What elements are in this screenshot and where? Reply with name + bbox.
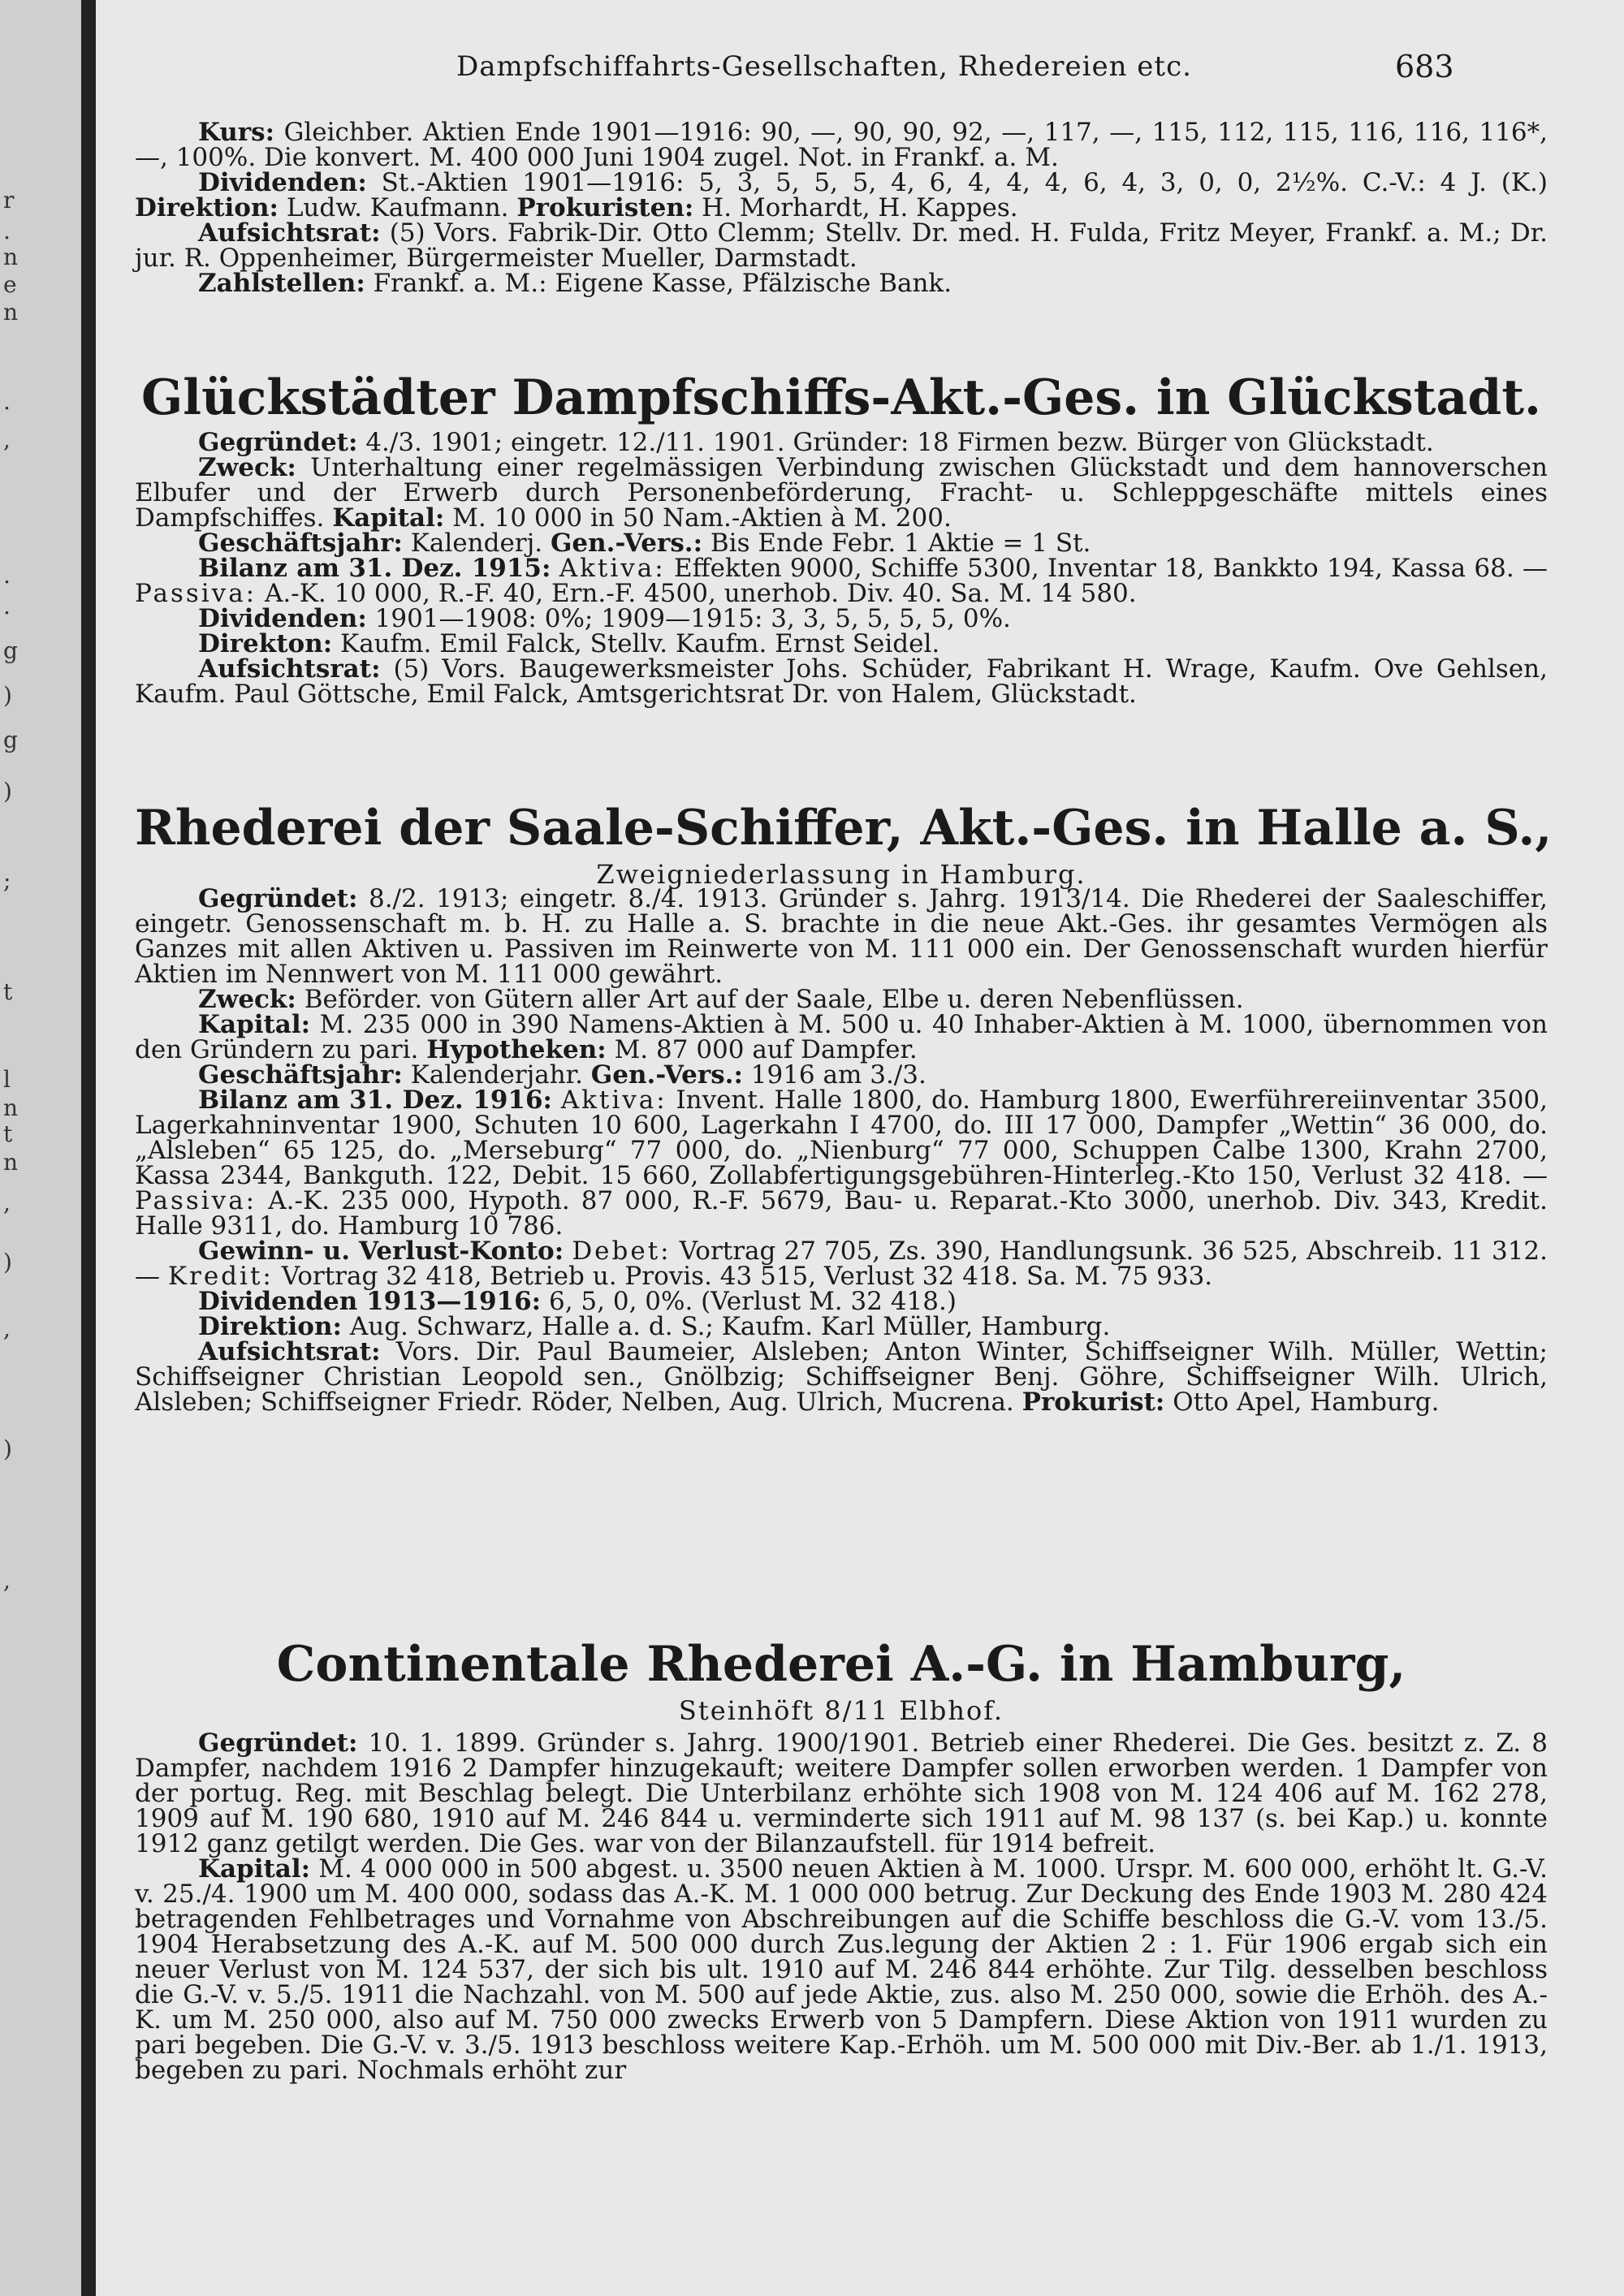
margin-mark: l [3,1066,11,1093]
page-number: 683 [1395,49,1454,84]
section-continentale [135,1728,1548,2085]
balance-paragraph: Bilanz am 31. Dez. 1916: Aktiva: Invent. Halle 1800, do. Hamburg 1800, Ewerführereiinventar 3500, Lagerkahninventar 1900, Schuten 10 600, Lagerkahn I 4700, do. III 17 000, Dampfer „Wettin“ 36 000, do. „Alsleben“ 65 125, do. „Merseburg“ 77 000, do. „Nienburg“ 77 000, Schuppen Calbe 1300, Krahn 2700, Kassa 2344, Bankguth. 122, Debit. 15 660, Zollabfertigungsgebühren-Hinterleg.-Kto 150, Verlust 32 418. — Passiva: A.-K. 235 000, Hypoth. 87 000, R.-F. 5679, Bau- u. Reparat.-Kto 3000, unerhob. Div. 343, Kredit. Halle 9311, do. Hamburg 10 786. [135,1085,1548,1241]
paying-agents-paragraph: Zahlstellen: Frankf. a. M.: Eigene Kasse, Pfälzische Bank. [198,269,952,298]
margin-mark: ; [3,867,11,894]
margin-mark: . [3,388,11,415]
founded-paragraph: Gegründet: 10. 1. 1899. Gründer s. Jahrg. 1900/1901. Betrieb einer Rhederei. Die Ges. besitzt z. Z. 8 Dampfer, nachdem 1916 2 Dampfer hinzugekauft; weitere Dampfer sollen erworben werden. 1 Dampfer von der portug. Reg. mit Beschlag belegt. Die Unterbilanz erhöhte sich 1908 von M. 124 406 auf M. 162 278, 1909 auf M. 190 680, 1910 auf M. 246 844 u. verminderte sich 1911 auf M. 98 137 (s. bei Kap.) u. konnte 1912 ganz getilgt werden. Die Ges. war von der Bilanzaufstell. für 1914 befreit. [135,1728,1548,1858]
margin-mark: , [3,426,11,453]
margin-mark: , [3,1315,11,1342]
margin-mark: t [3,1120,13,1147]
previous-page-edge [0,0,81,2296]
section-glueckstadt [135,430,1548,707]
fiscal-year-paragraph: Geschäftsjahr: Kalenderjahr. Gen.-Vers.: 1916 am 3./3. [198,1060,926,1090]
section-title: Rhederei der Saale-Schiffer, Akt.-Ges. in Halle a. S., [135,800,1553,857]
kurs-paragraph: Kurs: Gleichber. Aktien Ende 1901—1916: 90, —, 90, 90, 92, —, 117, —, 115, 112, 115, 116, 116, 116*, —, 100%. Die konvert. M. 400 000 Juni 1904 zugel. Not. in Frankf. a. M. [135,118,1548,172]
margin-mark: n [3,244,19,270]
section-saale-schiffer [135,884,1548,1417]
board-paragraph: Direktion: Aug. Schwarz, Halle a. d. S.; Kaufm. Karl Müller, Hamburg. [198,1312,1111,1341]
founded-paragraph: Gegründet: 4./3. 1901; eingetr. 12./11. 1901. Gründer: 18 Firmen bezw. Bürger von Glückstadt. [198,428,1434,457]
fiscal-year-paragraph: Geschäftsjahr: Kalenderj. Gen.-Vers.: Bis Ende Febr. 1 Aktie = 1 St. [198,529,1091,558]
margin-mark: . [3,562,11,589]
balance-paragraph: Bilanz am 31. Dez. 1915: Aktiva: Effekten 9000, Schiffe 5300, Inventar 18, Bankkto 194, Kassa 68. — Passiva: A.-K. 10 000, R.-F. 40, Ern.-F. 4500, unerhob. Div. 40. Sa. M. 14 580. [135,554,1548,608]
book-gutter [81,0,96,2296]
dividends-paragraph: Dividenden: 1901—1908: 0%; 1909—1915: 3, 3, 5, 5, 5, 5, 0%. [198,604,1011,633]
margin-mark: r [3,187,15,214]
capital-paragraph: Kapital: M. 235 000 in 390 Namens-Aktien à M. 500 u. 40 Inhaber-Aktien à M. 1000, übernommen von den Gründern zu pari. Hypotheken: M. 87 000 auf Dampfer. [135,1010,1548,1064]
margin-mark: ) [3,682,12,709]
board-paragraph: Direkton: Kaufm. Emil Falck, Stellv. Kaufm. Ernst Seidel. [198,629,940,658]
previous-entry-continuation [135,120,1548,296]
dividends-paragraph: Dividenden 1913—1916: 6, 5, 0, 0%. (Verlust M. 32 418.) [198,1287,957,1316]
margin-mark: t [3,978,13,1005]
margin-mark: . [3,593,11,619]
purpose-paragraph: Zweck: Beförder. von Gütern aller Art auf der Saale, Elbe u. deren Nebenflüssen. [198,985,1244,1014]
margin-mark: n [3,1149,19,1176]
profit-loss-paragraph: Gewinn- u. Verlust-Konto: Debet: Vortrag 27 705, Zs. 390, Handlungsunk. 36 525, Abschreib. 11 312. — Kredit: Vortrag 32 418, Betrieb u. Provis. 43 515, Verlust 32 418. Sa. M. 75 933. [135,1236,1548,1291]
section-subtitle: Steinhöft 8/11 Elbhof. [678,1695,1004,1726]
margin-mark: g [3,727,18,753]
supervisory-board-paragraph: Aufsichtsrat: Vors. Dir. Paul Baumeier, Alsleben; Anton Winter, Schiffseigner Wilh. Müller, Wettin; Schiffseigner Christian Leopold sen., Gnölbzig; Schiffseigner Benj. Göhre, Schiffseigner Wilh. Ulrich, Alsleben; Schiffseigner Friedr. Röder, Nelben, Aug. Ulrich, Mucrena. Prokurist: Otto Apel, Hamburg. [135,1337,1548,1417]
capital-paragraph: Kapital: M. 4 000 000 in 500 abgest. u. 3500 neuen Aktien à M. 1000. Urspr. M. 600 000, erhöht lt. G.-V. v. 25./4. 1900 um M. 400 000, sodass das A.-K. M. 1 000 000 betrug. Zur Deckung des Ende 1903 M. 280 424 betragenden Fehlbetrages und Vornahme von Abschreibungen auf die Schiffe beschloss die G.-V. vom 13./5. 1904 Herabsetzung des A.-K. auf M. 500 000 durch Zus.legung der Aktien 2 : 1. Für 1906 ergab sich ein neuer Verlust von M. 124 537, der sich bis ult. 1910 auf M. 246 844 erhöhte. Zur Tilg. desselben beschloss die G.-V. v. 5./5. 1911 die Nachzahl. von M. 500 auf jede Aktie, zus. also M. 250 000, sowie die Erhöh. des A.-K. um M. 250 000, also auf M. 750 000 zwecks Erwerb von 5 Dampfern. Diese Aktion von 1911 wurden zu pari begeben. Die G.-V. v. 3./5. 1913 beschloss weitere Kap.-Erhöh. um M. 500 000 mit Div.-Ber. ab 1./1. 1913, begeben zu pari. Nochmals erhöht zur [135,1854,1548,2085]
running-head: Dampfschiffahrts-Gesellschaften, Rhedereien etc. [456,50,1192,83]
section-title: Continentale Rhederei A.-G. in Hamburg, [276,1636,1406,1693]
margin-mark: . [3,218,11,244]
margin-mark: , [3,1567,11,1594]
margin-mark: g [3,637,18,664]
margin-mark: e [3,271,17,298]
margin-mark: ) [3,1435,12,1462]
margin-mark: , [3,1189,11,1216]
dividends-paragraph: Dividenden: St.-Aktien 1901—1916: 5, 3, 5, 5, 5, 4, 6, 4, 4, 4, 6, 4, 3, 0, 0, 2½%. C.-V.: 4 J. (K.) Direktion: Ludw. Kaufmann. Prokuristen: H. Morhardt, H. Kappes. [135,168,1548,222]
supervisory-board-paragraph: Aufsichtsrat: (5) Vors. Baugewerksmeister Johs. Schüder, Fabrikant H. Wrage, Kaufm. Ove Gehlsen, Kaufm. Paul Göttsche, Emil Falck, Amtsgerichtsrat Dr. von Halem, Glückstadt. [135,654,1548,709]
purpose-paragraph: Zweck: Unterhaltung einer regelmässigen Verbindung zwischen Glückstadt und dem hannoverschen Elbufer und der Erwerb durch Personenbeförderung, Fracht- u. Schleppgeschäfte mittels eines Dampfschiffes. Kapital: M. 10 000 in 50 Nam.-Aktien à M. 200. [135,453,1548,533]
margin-mark: ) [3,778,12,805]
section-subtitle: Zweigniederlassung in Hamburg. [596,859,1086,890]
founded-paragraph: Gegründet: 8./2. 1913; eingetr. 8./4. 1913. Gründer s. Jahrg. 1913/14. Die Rhederei der Saaleschiffer, eingetr. Genossenschaft m. b. H. zu Halle a. S. brachte in die neue Akt.-Ges. ihr gesamtes Vermögen als Ganzes mit allen Aktiven u. Passiven im Reinwerte von M. 111 000 ein. Der Genossenschaft wurden hierfür Aktien im Nennwert von M. 111 000 gewährt. [135,884,1548,989]
margin-mark: ) [3,1249,12,1275]
margin-mark: n [3,299,19,326]
margin-mark: n [3,1094,19,1121]
book-page [96,0,1624,2296]
section-title: Glückstädter Dampfschiffs-Akt.-Ges. in Glückstadt. [141,369,1541,426]
supervisory-board-paragraph: Aufsichtsrat: (5) Vors. Fabrik-Dir. Otto Clemm; Stellv. Dr. med. H. Fulda, Fritz Meyer, Frankf. a. M.; Dr. jur. R. Oppenheimer, Bürgermeister Mueller, Darmstadt. [135,218,1548,273]
